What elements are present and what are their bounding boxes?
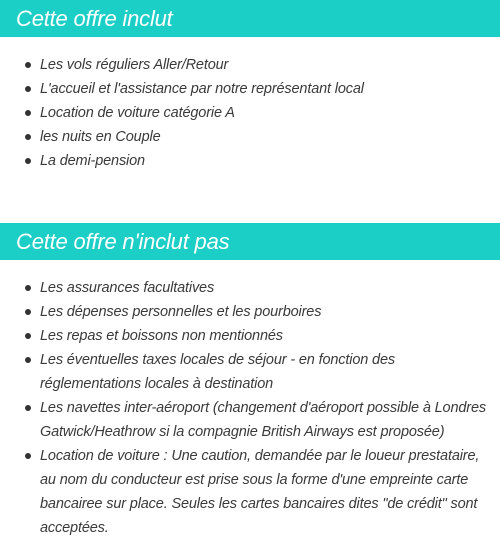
bullet-icon [25, 333, 31, 339]
list-item-text: Les navettes inter-aéroport (changement d'aéroport possible à Londres Gatwick/Heathrow si la compagnie British Airways est proposée) [40, 400, 486, 440]
list-item [0, 444, 500, 540]
bullet-icon [25, 158, 31, 164]
bullet-icon [25, 357, 31, 363]
list-item-text: Location de voiture : Une caution, demandée par le loueur prestataire, au nom du conducteur est prise sous la forme d'une empreinte carte bancairee sur place. Seules les cartes bancaires dites "de crédit" sont acceptées. [40, 448, 480, 536]
list-item-text: Les repas et boissons non mentionnés [40, 328, 283, 344]
list-item [0, 348, 500, 396]
bullet-icon [25, 405, 31, 411]
list-item-text: L'accueil et l'assistance par notre représentant local [40, 81, 364, 97]
list-item-text: Les dépenses personnelles et les pourboires [40, 304, 322, 320]
list-item-text: La demi-pension [40, 153, 145, 169]
list-item [0, 53, 500, 77]
list-item-text: Les vols réguliers Aller/Retour [40, 57, 229, 73]
list-item-text: les nuits en Couple [40, 129, 161, 145]
bullet-icon [25, 309, 31, 315]
included-section-header [0, 0, 500, 37]
bullet-icon [25, 86, 31, 92]
excluded-section-title: Cette offre n'inclut pas [16, 228, 230, 254]
list-item-text: Location de voiture catégorie A [40, 105, 235, 121]
included-section-title: Cette offre inclut [16, 5, 173, 31]
list-item-text: Les éventuelles taxes locales de séjour - en fonction des réglementations locales à destination [40, 352, 395, 392]
list-item [0, 300, 500, 324]
list-item-text: Les assurances facultatives [40, 280, 215, 296]
list-item [0, 396, 500, 444]
list-item [0, 149, 500, 173]
list-item [0, 77, 500, 101]
bullet-icon [25, 110, 31, 116]
excluded-items-list [0, 276, 500, 540]
bullet-icon [25, 134, 31, 140]
list-item [0, 276, 500, 300]
bullet-icon [25, 453, 31, 459]
bullet-icon [25, 285, 31, 291]
list-item [0, 101, 500, 125]
included-items-list [0, 53, 500, 173]
excluded-section-header [0, 223, 500, 260]
bullet-icon [25, 62, 31, 68]
list-item [0, 125, 500, 149]
list-item [0, 324, 500, 348]
